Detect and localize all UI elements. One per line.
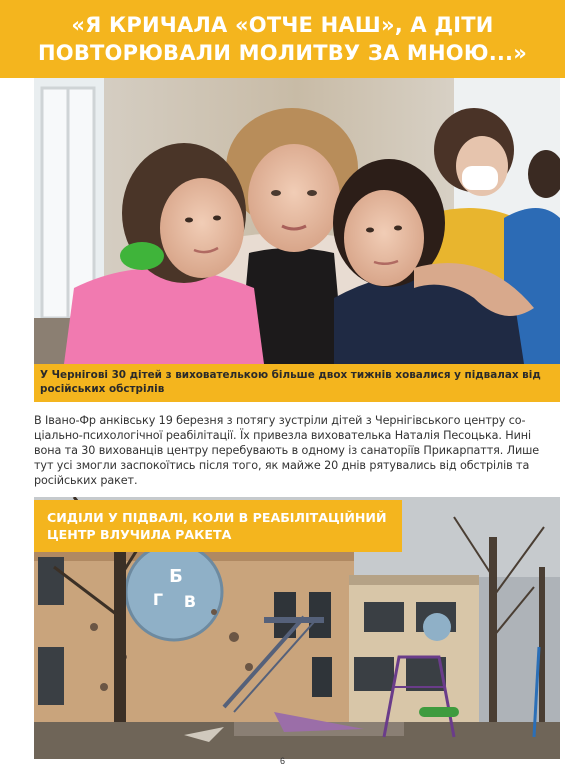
article-paragraph xyxy=(34,413,560,488)
building-letter-v: В xyxy=(183,592,197,611)
article-line: В Івано-Фр анківську 19 березня з потягу зустріли дітей з Чернігівського центру со- xyxy=(34,414,526,427)
article-line: тут усі змогли заспокоїтись після того, як майже 20 днів рятувались від обстрілів та xyxy=(34,459,530,472)
article-line: ціально-психологічної реабілітації. Їх привезла вихователька Наталія Песоцька. Нині xyxy=(34,429,532,442)
photo-teacher-with-children-illustration xyxy=(34,78,560,364)
article-line: російських ракет. xyxy=(34,474,138,487)
photo-caption: У Чернігові 30 дітей з вихователькою більше двох тижнів ховалися у підвалах від російських обстрілів xyxy=(34,364,560,402)
page-number: 6 xyxy=(279,756,285,766)
building-letter-b: Б xyxy=(169,566,183,587)
article-title-line-1: «Я КРИЧАЛА «ОТЧЕ НАШ», А ДІТИ xyxy=(71,13,494,37)
article-title-line-2: ПОВТОРЮВАЛИ МОЛИТВУ ЗА МНОЮ...» xyxy=(38,41,527,65)
section-heading-line-1: СИДІЛИ У ПІДВАЛІ, КОЛИ В РЕАБІЛІТАЦІЙНИЙ xyxy=(47,510,387,525)
section-heading-line-2: ЦЕНТР ВЛУЧИЛА РАКЕТА xyxy=(47,527,232,542)
photo-teacher-with-children xyxy=(34,78,560,364)
article-line: вона та 30 вихованців центру перебувають в одному із санаторіїв Прикарпаття. Лише xyxy=(34,444,540,457)
building-letter-g: Г xyxy=(152,590,164,609)
section-heading xyxy=(34,500,402,552)
article-title-banner xyxy=(0,0,565,78)
